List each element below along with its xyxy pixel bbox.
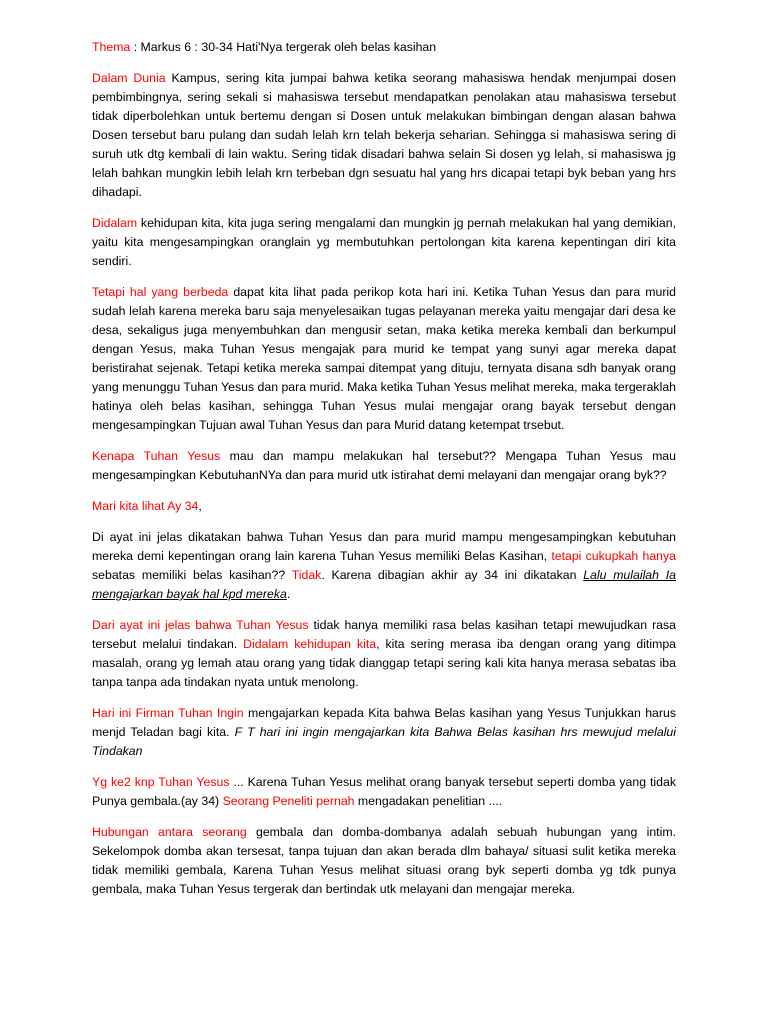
paragraph-4-lead: Kenapa Tuhan Yesus [92, 449, 221, 463]
paragraph-10 [92, 823, 676, 899]
paragraph-9-text-2: mengadakan penelitian .... [354, 794, 503, 808]
theme-text: : Markus 6 : 30-34 Hati'Nya tergerak oleh belas kasihan [130, 40, 437, 54]
paragraph-8-italic: F T hari ini ingin mengajarkan kita Bahwa Belas kasihan hrs mewujud melalui Tindakan [92, 725, 676, 758]
paragraph-6-text-4: . [286, 587, 291, 601]
paragraph-7 [92, 616, 676, 692]
paragraph-2-lead: Didalam [92, 216, 138, 230]
paragraph-2-text: kehidupan kita, kita juga sering mengalami dan mungkin jg pernah melakukan hal yang demikian, yaitu kita mengesampingkan oranglain yg membutuhkan pertolongan kita karena kepentingan diri kita sendiri. [92, 216, 676, 268]
paragraph-6 [92, 528, 676, 604]
paragraph-6-text-1: Di ayat ini jelas dikatakan bahwa Tuhan Yesus dan para murid mampu mengesampingkan kebutuhan mereka demi kepentingan orang lain karena Tuhan Yesus memiliki Belas Kasihan, [92, 530, 676, 563]
paragraph-9 [92, 773, 676, 811]
paragraph-8-text: mengajarkan kepada Kita bahwa Belas kasihan yang Yesus Tunjukkan harus menjd Teladan bagi kita. [92, 706, 676, 739]
paragraph-7-text-2: , kita sering merasa iba dengan orang yang ditimpa masalah, orang yg lemah atau orang yang tidak dianggap tetapi sering kali kita hanya merasa sebatas iba tanpa tanpa ada tindakan nyata untuk menolong. [92, 637, 677, 689]
paragraph-6-text-3: . Karena dibagian akhir ay 34 ini dikatakan [321, 568, 584, 582]
paragraph-6-text-2: sebatas memiliki belas kasihan?? [92, 568, 292, 582]
paragraph-6-red-2: Tidak [291, 568, 322, 582]
paragraph-8 [92, 704, 676, 761]
paragraph-4-text: mau dan mampu melakukan hal tersebut?? Mengapa Tuhan Yesus mau mengesampingkan KebutuhanNYa dan para murid utk istirahat demi melayani dan mengajar orang byk?? [92, 449, 676, 482]
paragraph-1-text: Kampus, sering kita jumpai bahwa ketika seorang mahasiswa hendak menjumpai dosen pembimbingnya, sering sekali si mahasiswa tersebut mendapatkan penolakan atau mahasiswa tersebut tidak diperbolehkan untuk bertemu dengan si Dosen untuk melakukan bimbingan dengan alasan bahwa Dosen tersebut baru pulang dan sudah lelah krn telah bekerja seharian. Sehingga si mahasiswa sering di suruh utk dtg kembali di lain waktu. Sering tidak disadari bahwa selain Si dosen yg lelah, si mahasiswa jg lelah bahkan mungkin lebih lelah krn terbeban dgn sesuatu hal yang hrs dicapai tetapi byk beban yang hrs dihadapi. [92, 71, 676, 199]
paragraph-6-red-1: tetapi cukupkah hanya [551, 549, 676, 563]
paragraph-1-lead: Dalam Dunia [92, 71, 166, 85]
paragraph-8-lead: Hari ini Firman Tuhan Ingin [92, 706, 244, 720]
paragraph-5 [92, 497, 676, 516]
paragraph-7-text-1: tidak hanya memiliki rasa belas kasihan tetapi mewujudkan rasa tersebut melalui tindakan. [92, 618, 676, 651]
paragraph-7-red-2: Didalam kehidupan kita [243, 637, 377, 651]
theme-label: Thema [92, 40, 131, 54]
paragraph-6-quote: Lalu mulailah Ia mengajarkan bayak hal kpd mereka [92, 568, 676, 601]
paragraph-5-lead: Mari kita lihat Ay 34 [92, 499, 199, 513]
paragraph-3-text: dapat kita lihat pada perikop kota hari ini. Ketika Tuhan Yesus dan para murid sudah lelah karena mereka baru saja menyelesaikan tugas pelayanan mereka yaitu mengajar dari desa ke desa, sekaligus juga menyembuhkan dan mengusir setan, maka ketika mereka kembali dan berkumpul dengan Yesus, maka Tuhan Yesus mengajak para murid ke tempat yang sunyi agar mereka dapat beristirahat sejenak. Tetapi ketika mereka sampai ditempat yang dituju, ternyata disana sdh banyak orang yang menunggu Tuhan Yesus dan para murid. Maka ketika Tuhan Yesus melihat mereka, maka tergeraklah hatinya oleh belas kasihan, sehingga Tuhan Yesus mulai mengajar orang bayak tersebut dengan mengesampingkan Tujuan awal Tuhan Yesus dan para Murid datang ketempat trsebut. [92, 285, 676, 432]
paragraph-9-red-1: Yg ke2 knp Tuhan Yesus [92, 775, 230, 789]
paragraph-2 [92, 214, 676, 271]
paragraph-3 [92, 283, 676, 435]
paragraph-9-red-2: Seorang Peneliti pernah [222, 794, 355, 808]
paragraph-10-text: gembala dan domba-dombanya adalah sebuah hubungan yang intim. Sekelompok domba akan tersesat, tanpa tujuan dan akan berada dlm bahaya/ situasi sulit ketika mereka tidak memiliki gembala, Karena Tuhan Yesus melihat situasi orang byk seperti domba yg tdk punya gembala, maka Tuhan Yesus tergerak dan bertindak utk melayani dan mengajar mereka. [92, 825, 676, 896]
paragraph-7-red-1: Dari ayat ini jelas bahwa Tuhan Yesus [92, 618, 309, 632]
paragraph-3-lead: Tetapi hal yang berbeda [92, 285, 229, 299]
paragraph-10-lead: Hubungan antara seorang [92, 825, 247, 839]
theme-line [92, 38, 676, 57]
paragraph-1 [92, 69, 676, 202]
paragraph-9-text-1: ... Karena Tuhan Yesus melihat orang banyak tersebut seperti domba yang tidak Punya gembala.(ay 34) [92, 775, 676, 808]
paragraph-4 [92, 447, 676, 485]
paragraph-5-text: , [198, 499, 202, 513]
